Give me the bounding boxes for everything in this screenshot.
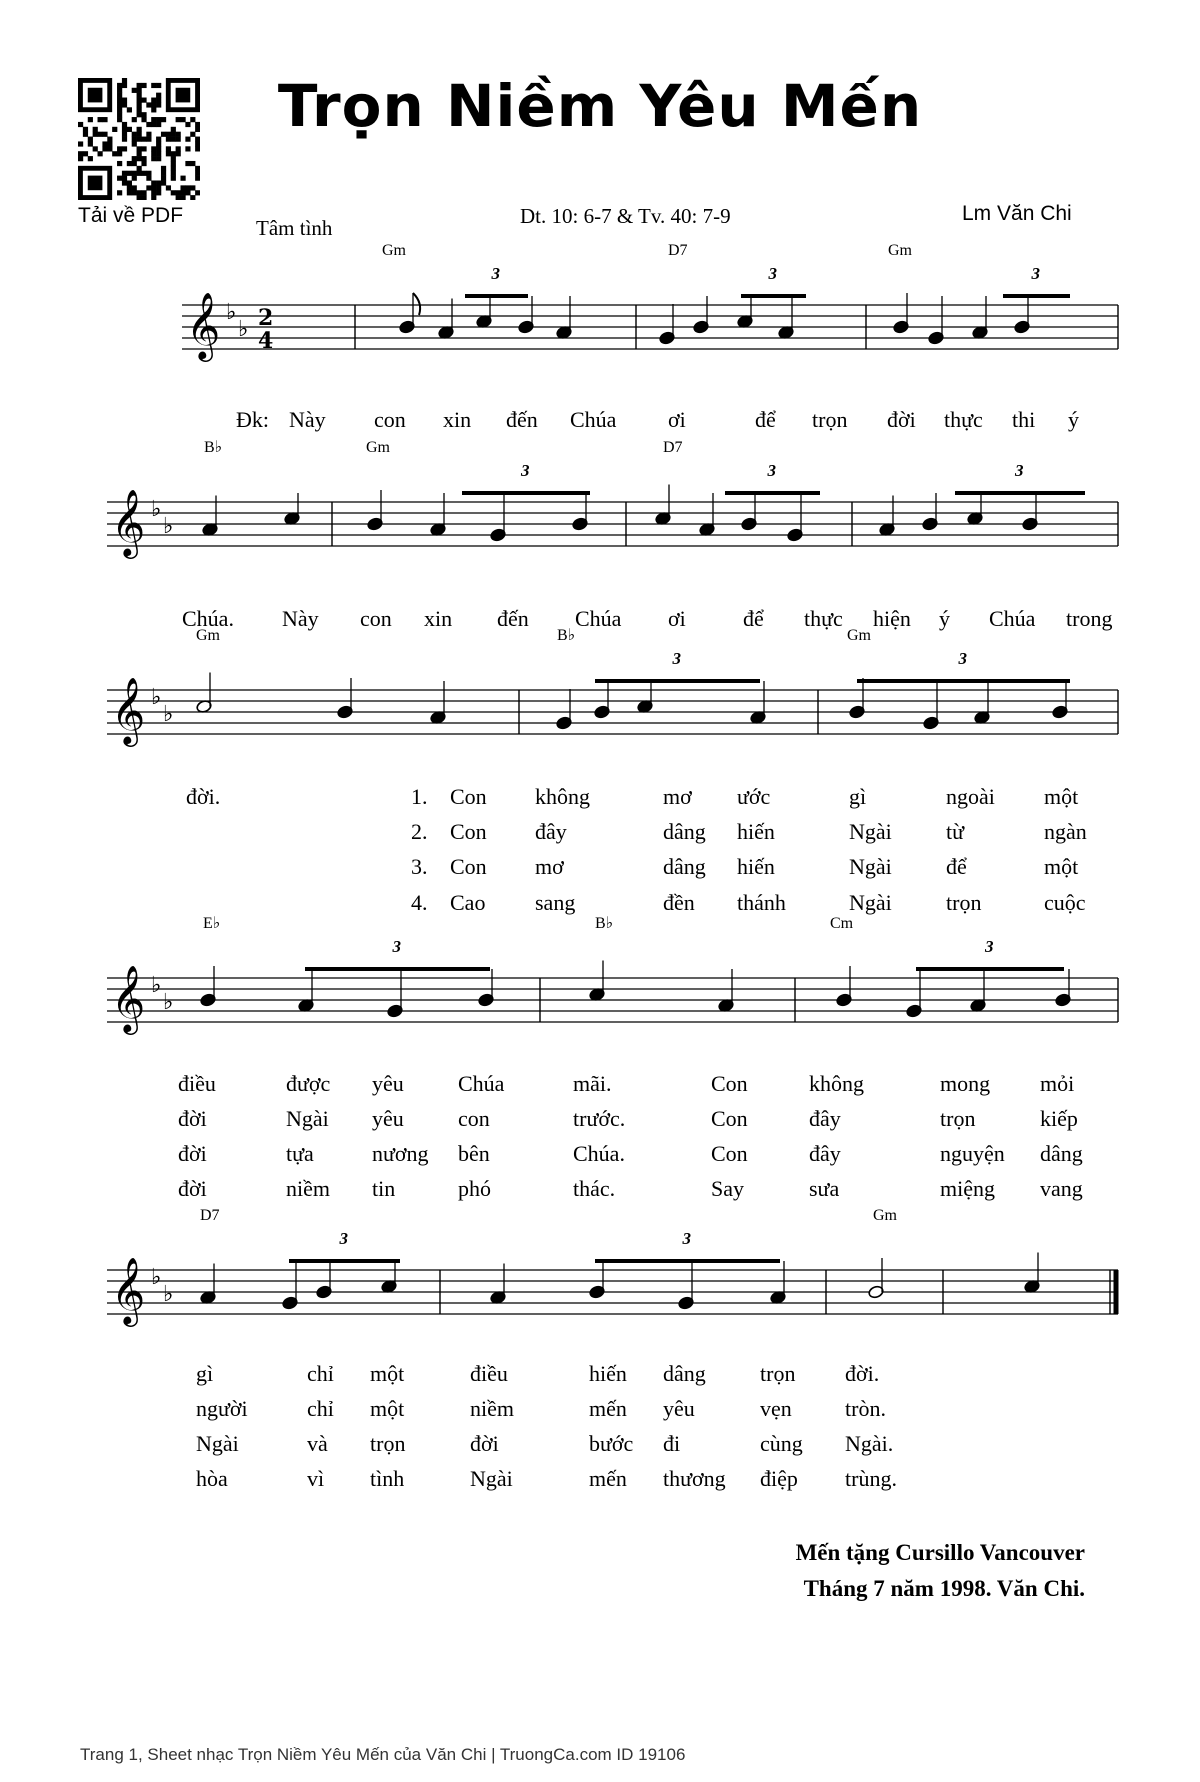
chord-symbol: D7 (200, 1207, 220, 1224)
triplet-mark: 3 (768, 264, 777, 283)
staff-system-2 (107, 439, 1118, 559)
page-footer: Trang 1, Sheet nhạc Trọn Niềm Yêu Mến của Văn Chi | TruongCa.com ID 19106 (80, 1745, 686, 1764)
lyric-word: đời (178, 1141, 207, 1166)
key-signature-flat: ♭ (163, 514, 174, 539)
lyric-word: hiến (737, 819, 775, 844)
time-signature-top: 2 (258, 305, 274, 331)
lyric-word: 1. (411, 784, 428, 809)
lyric-word: một (1044, 784, 1079, 809)
chord-symbol: Gm (888, 242, 912, 259)
lyric-word: trước. (573, 1106, 626, 1131)
lyric-word: từ (946, 819, 965, 844)
lyric-word: ngàn (1044, 819, 1087, 844)
lyric-word: miệng (940, 1176, 995, 1201)
lyric-word: Con (711, 1106, 748, 1131)
lyric-word: 2. (411, 819, 428, 844)
lyric-word: không (809, 1071, 864, 1096)
lyric-word: ý (939, 606, 950, 631)
lyric-word: đời. (186, 784, 221, 809)
lyric-word: ơi (668, 606, 686, 631)
key-signature-flat: ♭ (226, 300, 237, 325)
lyric-word: Ngài (196, 1431, 239, 1456)
song-title: Trọn Niềm Yêu Mến (277, 72, 923, 140)
lyric-word: đi (663, 1431, 681, 1456)
staff-system-3 (107, 627, 1118, 747)
lyric-word: tình (370, 1466, 405, 1491)
chord-symbol: E♭ (203, 915, 221, 932)
lyric-word: Ngài (849, 854, 892, 879)
lyric-word: đây (809, 1106, 841, 1131)
lyric-word: và (307, 1431, 328, 1456)
lyric-word: trong (1066, 606, 1113, 631)
lyric-word: người (196, 1396, 248, 1421)
lyric-word: điều (178, 1071, 216, 1096)
lyric-word: để (755, 407, 776, 432)
lyric-word: thác. (573, 1176, 616, 1201)
lyric-word: mơ (663, 784, 692, 809)
lyric-word: được (286, 1071, 331, 1096)
lyric-word: xin (424, 606, 453, 631)
lyric-word: Này (282, 606, 319, 631)
lyric-word: hòa (196, 1466, 228, 1491)
time-signature-bottom: 4 (258, 328, 274, 354)
lyric-word: đây (809, 1141, 841, 1166)
lyric-word: mãi. (573, 1071, 612, 1096)
lyric-word: Chúa (570, 407, 617, 432)
download-pdf-link[interactable]: Tải về PDF (78, 204, 184, 227)
lyric-word: chỉ (307, 1361, 334, 1386)
lyric-word: cuộc (1044, 890, 1086, 915)
lyric-word: con (374, 407, 406, 432)
lyric-word: gì (849, 784, 867, 809)
lyric-word: kiếp (1040, 1106, 1078, 1131)
scripture-reference: Dt. 10: 6-7 & Tv. 40: 7-9 (520, 204, 731, 228)
lyric-word: Chúa (575, 606, 622, 631)
triplet-mark: 3 (491, 264, 500, 283)
lyric-word: đến (497, 606, 529, 631)
key-signature-flat: ♭ (163, 990, 174, 1015)
lyric-word: bên (458, 1141, 490, 1166)
lyric-word: bước (589, 1431, 634, 1456)
chord-symbol: Cm (830, 915, 854, 932)
triplet-mark: 3 (958, 649, 967, 668)
lyric-word: Con (450, 854, 487, 879)
lyric-word: Ngài (286, 1106, 329, 1131)
lyric-word: vì (307, 1466, 325, 1491)
lyric-word: tin (372, 1176, 396, 1201)
chord-symbol: D7 (668, 242, 688, 259)
lyric-word: ngoài (946, 784, 995, 809)
lyric-word: ước (737, 784, 771, 809)
lyric-word: yêu (663, 1396, 695, 1421)
lyric-word: trọn (370, 1431, 406, 1456)
triplet-mark: 3 (672, 649, 681, 668)
lyric-word: dâng (663, 819, 706, 844)
staff-system-5 (107, 1207, 1118, 1327)
lyric-word: đến (506, 407, 538, 432)
lyric-word: dâng (663, 1361, 706, 1386)
lyric-word: thực (804, 606, 843, 631)
key-signature-flat: ♭ (238, 317, 249, 342)
lyric-word: 3. (411, 854, 428, 879)
chord-symbol: Gm (382, 242, 406, 259)
lyric-word: nguyện (940, 1141, 1005, 1166)
lyric-word: điều (470, 1361, 508, 1386)
lyric-word: xin (443, 407, 472, 432)
key-signature-flat: ♭ (151, 973, 162, 998)
lyric-word: thánh (737, 890, 786, 915)
triplet-mark: 3 (767, 461, 776, 480)
lyric-word: dâng (1040, 1141, 1083, 1166)
lyric-word: Cao (450, 890, 486, 915)
lyric-word: đời (178, 1176, 207, 1201)
lyric-word: Con (450, 819, 487, 844)
lyric-word: Chúa. (573, 1141, 625, 1166)
lyric-word: điệp (760, 1466, 798, 1491)
lyric-word: trọn (940, 1106, 976, 1131)
chord-symbol: Gm (847, 627, 871, 644)
lyric-word: nương (372, 1141, 429, 1166)
lyric-word: Con (711, 1141, 748, 1166)
tempo-marking: Tâm tình (256, 216, 333, 240)
lyric-word: Ngài (849, 819, 892, 844)
lyric-word: Chúa. (182, 606, 234, 631)
triplet-mark: 3 (1015, 461, 1024, 480)
lyric-word: mơ (535, 854, 564, 879)
lyric-word: một (370, 1361, 405, 1386)
key-signature-flat: ♭ (163, 702, 174, 727)
lyric-word: một (1044, 854, 1079, 879)
lyric-word: trọn (946, 890, 982, 915)
lyric-word: con (360, 606, 392, 631)
lyric-word: niềm (286, 1176, 330, 1201)
note-flag (413, 293, 420, 315)
triplet-mark: 3 (1031, 264, 1040, 283)
key-signature-flat: ♭ (163, 1282, 174, 1307)
lyric-word: thực (944, 407, 983, 432)
chord-symbol: Gm (366, 439, 390, 456)
lyric-word: mến (589, 1466, 627, 1491)
lyric-word: Này (289, 407, 326, 432)
lyric-word: con (458, 1106, 490, 1131)
lyric-word: 4. (411, 890, 428, 915)
lyric-word: yêu (372, 1071, 404, 1096)
lyric-word: phó (458, 1176, 491, 1201)
staff-system-1 (182, 242, 1118, 362)
lyric-word: đời (178, 1106, 207, 1131)
lyric-word: Con (450, 784, 487, 809)
lyric-word: đời. (845, 1361, 880, 1386)
treble-clef: 𝄞 (111, 488, 146, 556)
lyric-word: trọn (812, 407, 848, 432)
lyric-word: vang (1040, 1176, 1083, 1201)
lyric-word: Đk: (236, 407, 269, 432)
key-signature-flat: ♭ (151, 685, 162, 710)
chord-symbol: Gm (873, 1207, 897, 1224)
staff-system-4 (107, 915, 1118, 1035)
key-signature-flat: ♭ (151, 497, 162, 522)
lyric-word: trọn (760, 1361, 796, 1386)
dedication-line-2: Tháng 7 năm 1998. Văn Chi. (803, 1576, 1085, 1601)
lyric-word: Say (711, 1176, 744, 1201)
treble-clef: 𝄞 (111, 676, 146, 744)
treble-clef: 𝄞 (111, 964, 146, 1032)
triplet-mark: 3 (339, 1229, 348, 1248)
chord-symbol: B♭ (595, 915, 614, 932)
lyric-word: thi (1012, 407, 1036, 432)
lyric-word: Chúa (989, 606, 1036, 631)
lyric-word: để (946, 854, 967, 879)
lyric-word: ơi (668, 407, 686, 432)
lyric-word: đời (887, 407, 916, 432)
key-signature-flat: ♭ (151, 1265, 162, 1290)
lyric-word: hiện (873, 606, 911, 631)
chord-symbol: B♭ (557, 627, 576, 644)
lyric-word: chỉ (307, 1396, 334, 1421)
lyric-word: đền (663, 890, 695, 915)
triplet-mark: 3 (985, 937, 994, 956)
treble-clef: 𝄞 (111, 1256, 146, 1324)
lyric-word: mỏi (1040, 1071, 1075, 1096)
lyric-word: vẹn (760, 1396, 792, 1421)
lyric-word: yêu (372, 1106, 404, 1131)
chord-symbol: Gm (196, 627, 220, 644)
lyric-word: một (370, 1396, 405, 1421)
lyric-word: cùng (760, 1431, 803, 1456)
triplet-mark: 3 (521, 461, 530, 480)
lyric-word: dâng (663, 854, 706, 879)
lyric-word: sưa (809, 1176, 840, 1201)
lyric-word: mến (589, 1396, 627, 1421)
lyric-word: ý (1068, 407, 1079, 432)
lyric-word: sang (535, 890, 576, 915)
chord-symbol: B♭ (204, 439, 223, 456)
lyric-word: mong (940, 1071, 991, 1096)
lyric-word: gì (196, 1361, 214, 1386)
lyric-word: đời (470, 1431, 499, 1456)
lyric-word: tựa (286, 1141, 314, 1166)
lyric-word: để (743, 606, 764, 631)
lyric-word: trùng. (845, 1466, 897, 1491)
lyric-word: hiến (589, 1361, 627, 1386)
lyric-word: Ngài. (845, 1431, 894, 1456)
lyric-word: niềm (470, 1396, 514, 1421)
lyric-word: Ngài (470, 1466, 513, 1491)
triplet-mark: 3 (392, 937, 401, 956)
triplet-mark: 3 (682, 1229, 691, 1248)
lyric-word: Ngài (849, 890, 892, 915)
composer: Lm Văn Chi (962, 202, 1072, 225)
lyric-word: Chúa (458, 1071, 505, 1096)
lyric-word: thương (663, 1466, 726, 1491)
lyric-word: đây (535, 819, 567, 844)
lyric-word: Con (711, 1071, 748, 1096)
lyric-word: hiến (737, 854, 775, 879)
lyric-word: không (535, 784, 590, 809)
lyric-word: tròn. (845, 1396, 886, 1421)
dedication-line-1: Mến tặng Cursillo Vancouver (795, 1540, 1085, 1565)
chord-symbol: D7 (663, 439, 683, 456)
treble-clef: 𝄞 (186, 291, 221, 359)
